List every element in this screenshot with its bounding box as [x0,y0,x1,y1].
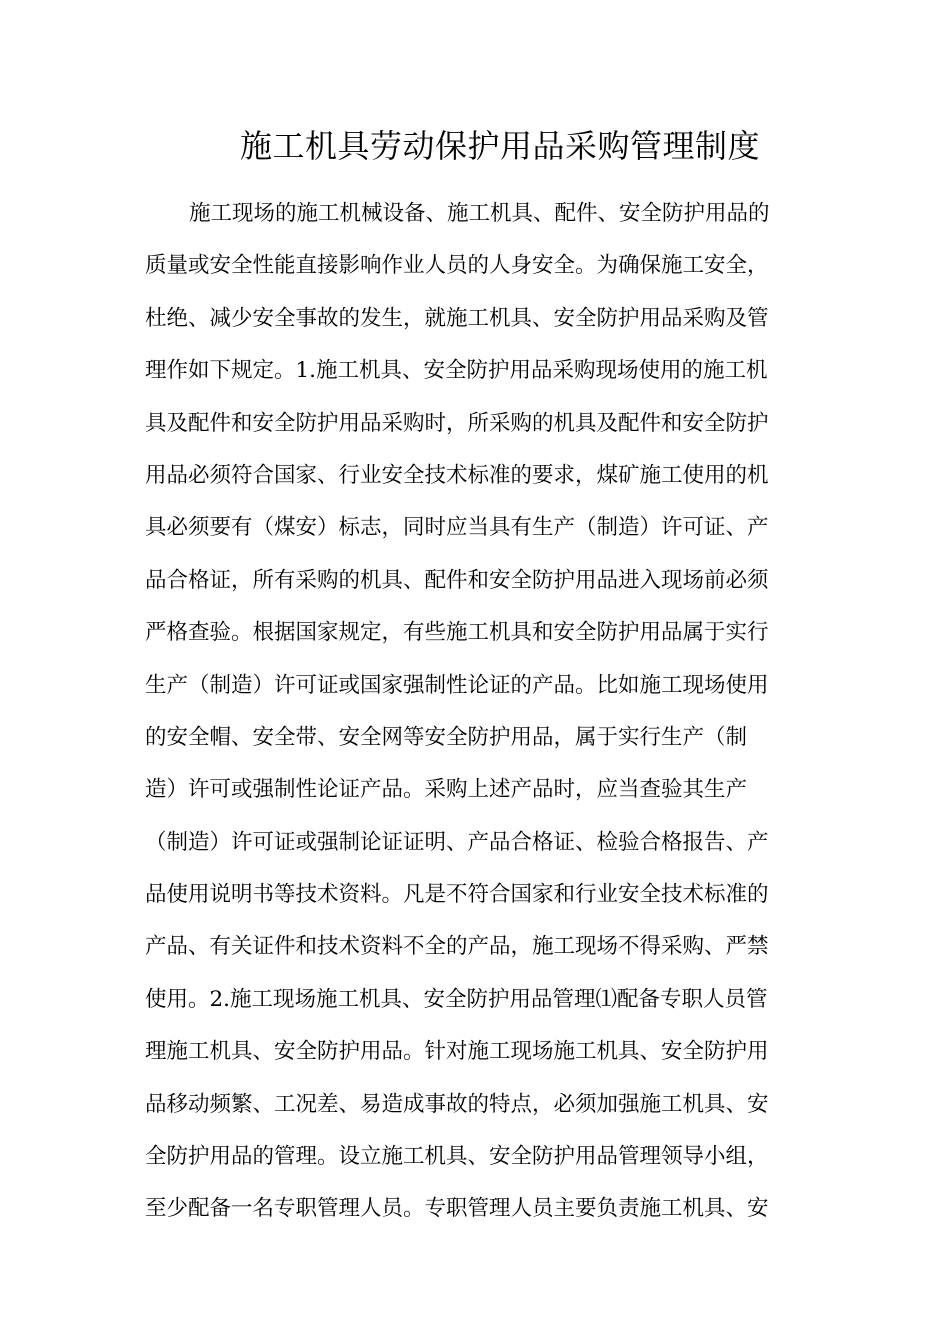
body-line: 使用。2.施工现场施工机具、安全防护用品管理⑴配备专职人员管 [145,986,768,1012]
body-line: 具及配件和安全防护用品采购时，所采购的机具及配件和安全防护 [145,410,769,436]
body-line: 严格查验。根据国家规定，有些施工机具和安全防护用品属于实行 [145,620,769,646]
body-line: 至少配备一名专职管理人员。专职管理人员主要负责施工机具、安 [145,1196,769,1222]
body-line: （制造）许可证或强制论证证明、产品合格证、检验合格报告、产 [145,829,769,855]
body-line: 杜绝、减少安全事故的发生，就施工机具、安全防护用品采购及管 [145,305,769,331]
body-line: 生产（制造）许可证或国家强制性论证的产品。比如施工现场使用 [145,672,769,698]
body-line: 具必须要有（煤安）标志，同时应当具有生产（制造）许可证、产 [145,515,769,541]
body-line: 品移动频繁、工况差、易造成事故的特点，必须加强施工机具、安 [145,1091,769,1117]
body-line: 施工现场的施工机械设备、施工机具、配件、安全防护用品的 [189,201,770,226]
body-line: 造）许可或强制性论证产品。采购上述产品时，应当查验其生产 [145,777,748,803]
body-line: 全防护用品的管理。设立施工机具、安全防护用品管理领导小组， [145,1144,769,1170]
body-line: 产品、有关证件和技术资料不全的产品，施工现场不得采购、严禁 [145,934,769,960]
document-body [145,188,805,1236]
body-line: 品使用说明书等技术资料。凡是不符合国家和行业安全技术标准的 [145,882,769,908]
document-title: 施工机具劳动保护用品采购管理制度 [240,127,761,165]
body-line: 理作如下规定。1.施工机具、安全防护用品采购现场使用的施工机 [145,358,768,384]
body-line: 质量或安全性能直接影响作业人员的人身安全。为确保施工安全， [145,253,769,279]
body-line: 的安全帽、安全带、安全网等安全防护用品，属于实行生产（制 [145,724,748,750]
body-line: 品合格证，所有采购的机具、配件和安全防护用品进入现场前必须 [145,567,769,593]
body-line: 用品必须符合国家、行业安全技术标准的要求，煤矿施工使用的机 [145,462,769,488]
body-line: 理施工机具、安全防护用品。针对施工现场施工机具、安全防护用 [145,1039,769,1065]
